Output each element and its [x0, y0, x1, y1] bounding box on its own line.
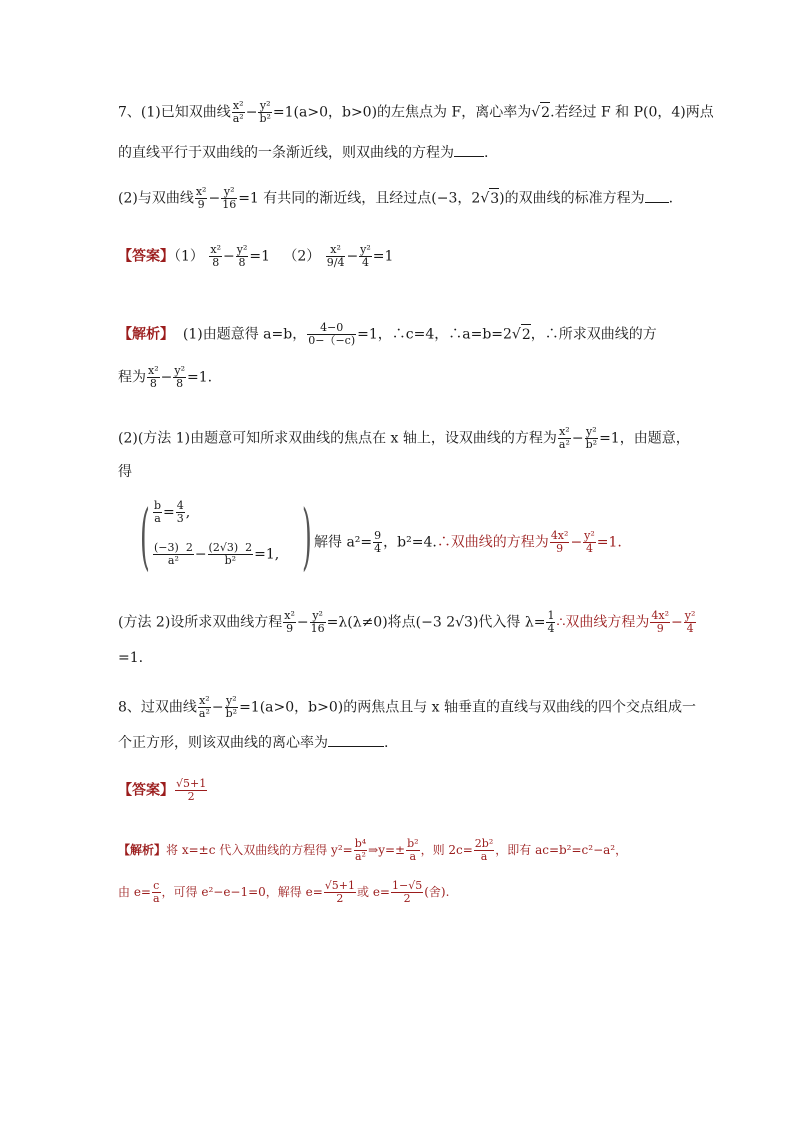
fraction: $\frac{\text{y²}}{\text{b²}}$: [225, 694, 238, 720]
fraction: $\frac{\text{y²}}{\text{b²}}$: [585, 425, 598, 451]
q7-method1-line-2: 得: [118, 464, 132, 480]
fraction: $\frac{\text{x²}}{9}$: [195, 185, 207, 211]
q8-answer: [118, 778, 208, 803]
fraction: $\frac{\text{x²}}{\text{a²}}$: [198, 694, 210, 720]
fraction: $\frac{\text{x²}}{9}$: [284, 609, 295, 635]
fraction: $\frac{\text{y²}}{8}$: [174, 364, 185, 390]
fraction: $\frac{c}{a}$: [152, 879, 160, 905]
fraction: $\frac{\text{y²}}{\text{b²}}$: [259, 99, 271, 125]
fraction: $\frac{\text{x²}}{8}$: [210, 243, 221, 269]
q7-analysis-line-2: 程为 $\frac{\text{x²}}{8}$ − $\frac{\text{y²}}{8}$ =1.: [118, 364, 213, 390]
fraction: $\frac{1-√5}{2}$: [392, 879, 423, 905]
fraction: $\frac{\text{x²}}{\text{a²}}$: [558, 425, 570, 451]
fraction: $\frac{4-0}{0-(-c)}$: [308, 321, 356, 347]
q7-answer: 【答案】（1） $\frac{\text{x²}}{8}$ − $\frac{\text{y²}}{8}$ =1 （2） $\frac{\text{x²}}{9/4}$ − $\frac{\text{y²}}{4}$ =1: [118, 243, 394, 269]
fraction: $\frac{\text{4x²}}{9}$: [651, 609, 670, 635]
answer-tag: 【答案】: [118, 248, 174, 265]
q8-line-2: 个正方形，则该双曲线的离心率为 .: [118, 732, 388, 753]
answer-blank[interactable]: [645, 188, 669, 203]
fraction: $\frac{1}{4}$: [547, 609, 555, 635]
q7-line-2: 的直线平行于双曲线的一条渐近线，则双曲线的方程为 .: [118, 142, 488, 163]
fraction: $\frac{\text{b⁴}}{\text{a²}}$: [354, 837, 367, 863]
fraction: $\frac{\text{x²}}{8}$: [148, 364, 159, 390]
fraction: $\frac{(-3) 2}{\text{a²}}$: [154, 541, 193, 567]
fraction: $\frac{\text{x²}}{9/4}$: [326, 243, 345, 269]
fraction: $\frac{\text{b²}}{a}$: [407, 837, 419, 863]
right-brace: ): [302, 494, 312, 578]
answer-tag: 【答案】: [118, 782, 174, 799]
method1-solution: 解得 a²= $\frac{9}{4}$ ，b²=4.∴双曲线的方程为 $\frac{\text{4x²}}{9}$ − $\frac{\text{y²}}{4}$ =1.: [314, 529, 622, 555]
fraction: $\frac{b}{a}$: [154, 499, 162, 525]
answer-blank[interactable]: [328, 732, 384, 747]
fraction: $\frac{\text{y²}}{4}$: [584, 529, 595, 555]
analysis-tag: 【解析】: [118, 843, 167, 857]
fraction: $\frac{\text{2b²}}{a}$: [474, 837, 494, 863]
q7-part-2: (2)与双曲线 $\frac{\text{x²}}{9}$ − $\frac{\text{y²}}{16}$ =1 有共同的渐近线，且经过点(−3，2√3)的双曲线的标准方程为 .: [118, 185, 674, 211]
system-eq-2: $\frac{(-3) 2}{\text{a²}}$ − $\frac{(2√3) 2}{\text{b²}}$ =1,: [154, 541, 280, 567]
fraction: $\frac{\text{y²}}{16}$: [222, 185, 237, 211]
fraction: $\frac{√5+1}{2}$: [324, 879, 356, 905]
fraction: $\frac{√5+1}{2}$: [176, 777, 207, 803]
q8-analysis-line-1: 【解析】将 x=±c 代入双曲线的方程得 y²= $\frac{\text{b⁴}}{\text{a²}}$ ⇒y=± $\frac{\text{b²}}{a}$ ，则 2c= $\frac{\text{2b²}}{a}$ ，即有 ac=b²=c²−a²，: [118, 837, 628, 863]
sqrt-sign: √: [531, 104, 541, 121]
fraction: $\frac{\text{y²}}{4}$: [360, 243, 371, 269]
fraction: $\frac{4}{3}$: [176, 499, 184, 525]
fraction: $\frac{\text{y²}}{16}$: [310, 609, 325, 635]
q7-analysis-line-1: 【解析】 (1)由题意得 a=b， $\frac{4-0}{0-(-c)}$ =1，∴c=4，∴a=b=2√2，∴所求双曲线的方: [118, 321, 657, 347]
fraction: $\frac{\text{y²}}{8}$: [236, 243, 248, 269]
sqrt-sign: √: [480, 190, 490, 207]
q8-line-1: 8、过双曲线 $\frac{\text{x²}}{\text{a²}}$ − $\frac{\text{y²}}{\text{b²}}$ =1(a>0，b>0)的两焦点且与 x 轴垂直的直线与双曲线的四个交点组成一: [118, 694, 697, 720]
q7-method2-line-1: (方法 2)设所求双曲线方程 $\frac{\text{x²}}{9}$ − $\frac{\text{y²}}{16}$ =λ(λ≠0)将点(−3 2√3)代入得 λ= $\frac{1}{4}$ ∴双曲线方程为 $\frac{\text{4x²}}{9}$ − $\frac{\text{y²}}{4}$: [118, 609, 696, 635]
fraction: $\frac{\text{x²}}{\text{a²}}$: [232, 99, 244, 125]
fraction: $\frac{\text{y²}}{4}$: [684, 609, 696, 635]
q8-analysis-line-2: 由 e= $\frac{c}{a}$ ，可得 e²−e−1=0，解得 e= $\frac{√5+1}{2}$ 或 e= $\frac{1-√5}{2}$ (舍).: [118, 879, 450, 905]
q7-line-1: 7、(1)已知双曲线 $\frac{\text{x²}}{\text{a²}}$ − $\frac{\text{y²}}{\text{b²}}$ =1(a>0，b>0)的左焦点为 F，离心率为√2.若经过 F 和 P(0，4)两点: [118, 99, 714, 125]
sqrt-sign: √: [511, 326, 521, 343]
fraction: $\frac{(2√3) 2}{\text{b²}}$: [208, 541, 253, 567]
left-brace: (: [140, 494, 150, 578]
fraction: $\frac{9}{4}$: [374, 529, 382, 555]
q7-method1-line-1: (2)(方法 1)由题意可知所求双曲线的焦点在 x 轴上，设双曲线的方程为 $\frac{\text{x²}}{\text{a²}}$ − $\frac{\text{y²}}{\text{b²}}$ =1，由题意，: [118, 425, 690, 451]
system-eq-1: $\frac{b}{a}$ = $\frac{4}{3}$ ,: [154, 499, 191, 525]
analysis-tag: 【解析】: [118, 326, 174, 343]
fraction: $\frac{\text{4x²}}{9}$: [550, 529, 569, 555]
q7-method2-line-2: =1.: [118, 650, 144, 666]
answer-blank[interactable]: [454, 142, 484, 157]
